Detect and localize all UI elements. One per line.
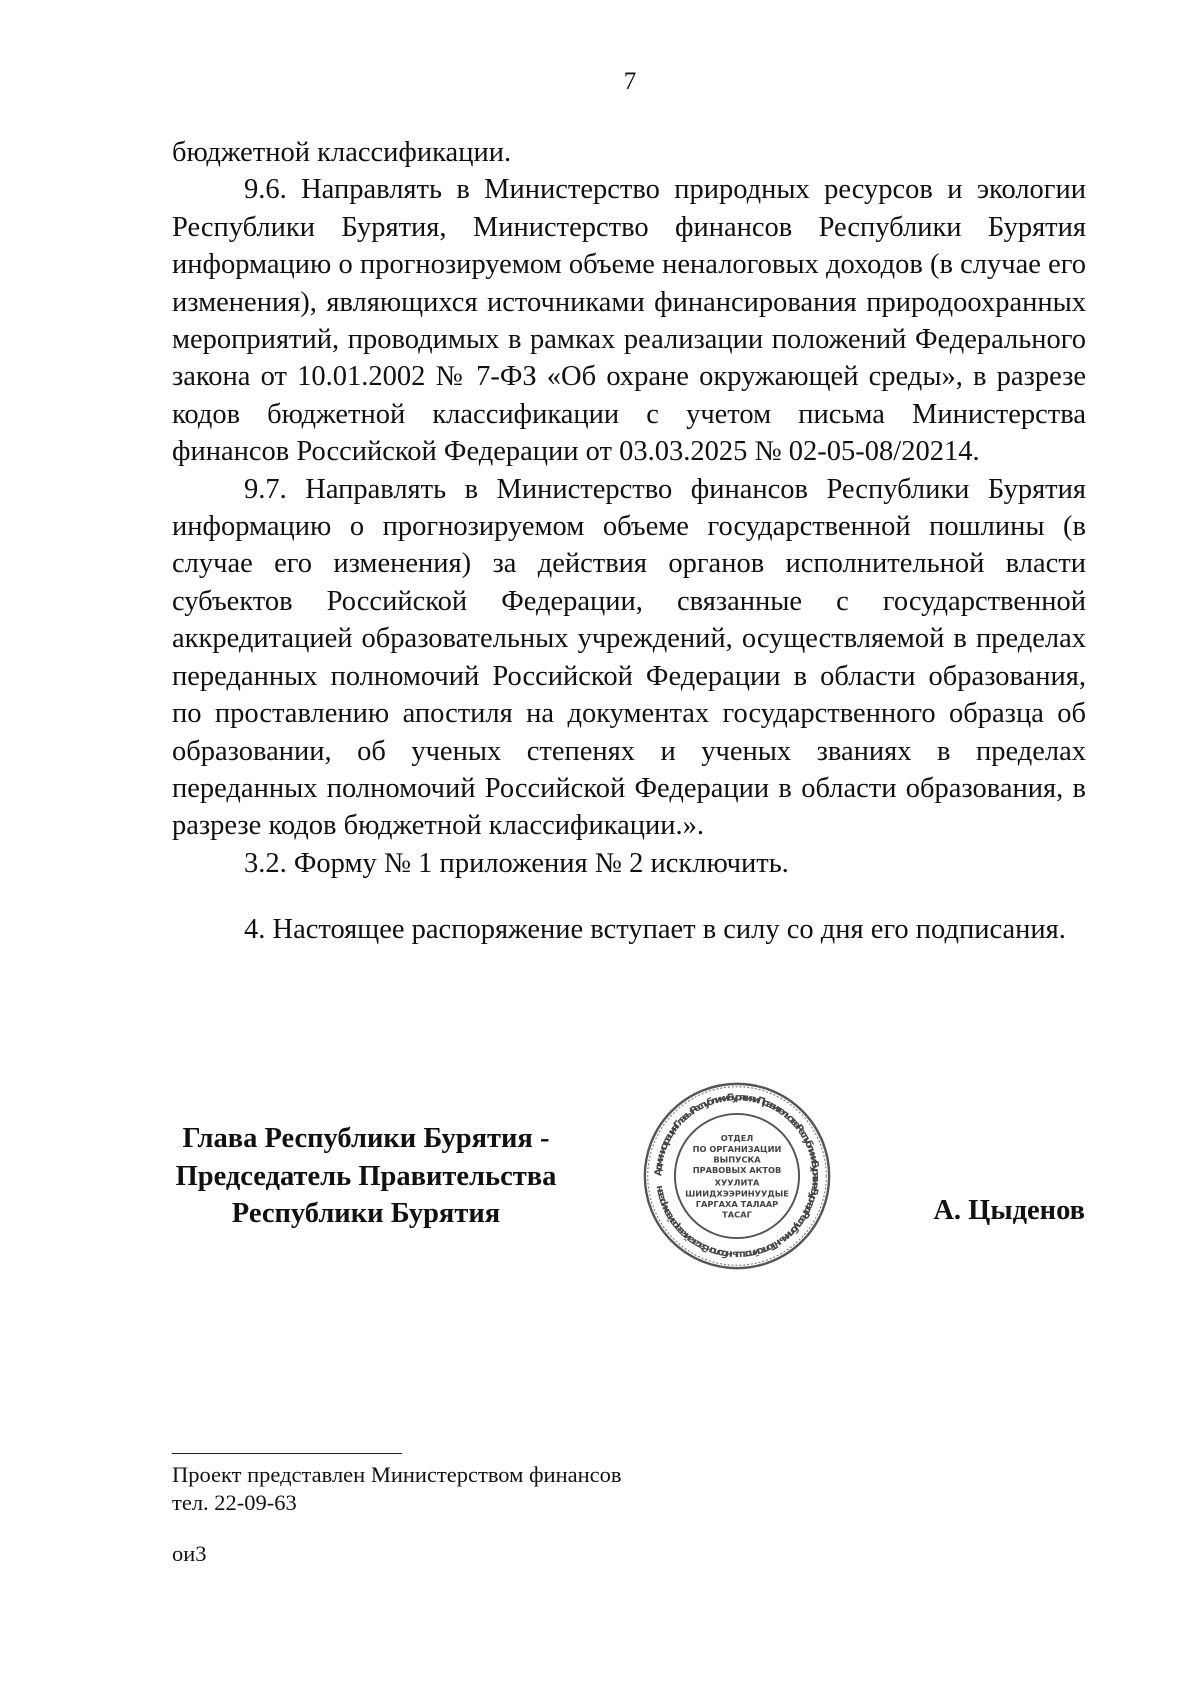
position-line: Глава Республики Бурятия -: [182, 1123, 550, 1154]
paragraph-9-6: 9.6. Направлять в Министерство природных ресурсов и экологии Республики Бурятия, Министерство финансов Республики Бурятия информацию о прогнозируемом объеме неналоговых доходов (в случае его изменения), являющихся источниками финансирования природоохранных мероприятий, проводимых в рамках реализации положений Федерального закона от 10.01.2002 № 7-ФЗ «Об охране окружающей среды», в разрезе кодов бюджетной классификации с учетом письма Министерства финансов Российской Федерации от 03.03.2025 № 02-05-08/20214.: [172, 174, 1086, 468]
stamp-inner-line: ГАРГАХА ТАЛААР: [695, 1199, 779, 1210]
stamp-inner-line: ОТДЕЛ: [720, 1133, 754, 1144]
svg-text:Администрация Главы Республики: [653, 1092, 820, 1260]
signatory-position: [150, 1120, 582, 1233]
footnote: [172, 1461, 622, 1517]
paragraph-4: 4. Настоящее распоряжение вступает в силу со дня его подписания.: [244, 914, 1066, 946]
signatory-name: А. Цыденов: [933, 1195, 1085, 1226]
stamp-inner-line: ХУУЛИТА: [714, 1177, 760, 1188]
stamp-inner-line: ТАСАГ: [722, 1209, 752, 1220]
footnote-divider: [172, 1453, 402, 1454]
position-line: Республики Бурятия: [231, 1198, 501, 1229]
document-code: ои3: [172, 1541, 207, 1566]
stamp-inner-line: ВЫПУСКА: [713, 1154, 761, 1165]
position-line: Председатель Правительства: [175, 1160, 557, 1192]
stamp-inner-line: ПО ОРГАНИЗАЦИИ: [692, 1143, 782, 1154]
official-seal-stamp: [640, 1076, 834, 1276]
footnote-line: Проект представлен Министерством финансов: [172, 1462, 622, 1487]
stamp-inner-line: ШИИДХЭЭРИНУУДЫЕ: [685, 1188, 789, 1199]
footnote-line: тел. 22-09-63: [172, 1490, 297, 1515]
stamp-inner-line: ПРАВОВЫХ АКТОВ: [692, 1165, 782, 1176]
paragraph-continuation: бюджетной классификации.: [172, 137, 512, 168]
page-number: 7: [623, 68, 637, 95]
document-body: [172, 134, 1086, 949]
stamp-outer-text: Администрация Главы Республики Бурятия и Правительства Республики Бурятия · Буряад Республикын Толгойлогшын болон Засагай газарай захиргаан: [653, 1092, 821, 1260]
paragraph-3-2: 3.2. Форму № 1 приложения № 2 исключить.: [244, 847, 789, 879]
paragraph-9-7: 9.7. Направлять в Министерство финансов Республики Бурятия информацию о прогнозируемом объеме государственной пошлины (в случае его изменения) за действия органов исполнительной власти субъектов Российской Федерации, связанные с государственной аккредитацией образовательных учреждений, осуществляемой в пределах переданных полномочий Российской Федерации в области образования, по проставлению апостиля на документах государственного образца об образовании, об ученых степенях и ученых званиях в пределах переданных полномочий Российской Федерации в области образования, в разрезе кодов бюджетной классификации.».: [172, 473, 1086, 842]
